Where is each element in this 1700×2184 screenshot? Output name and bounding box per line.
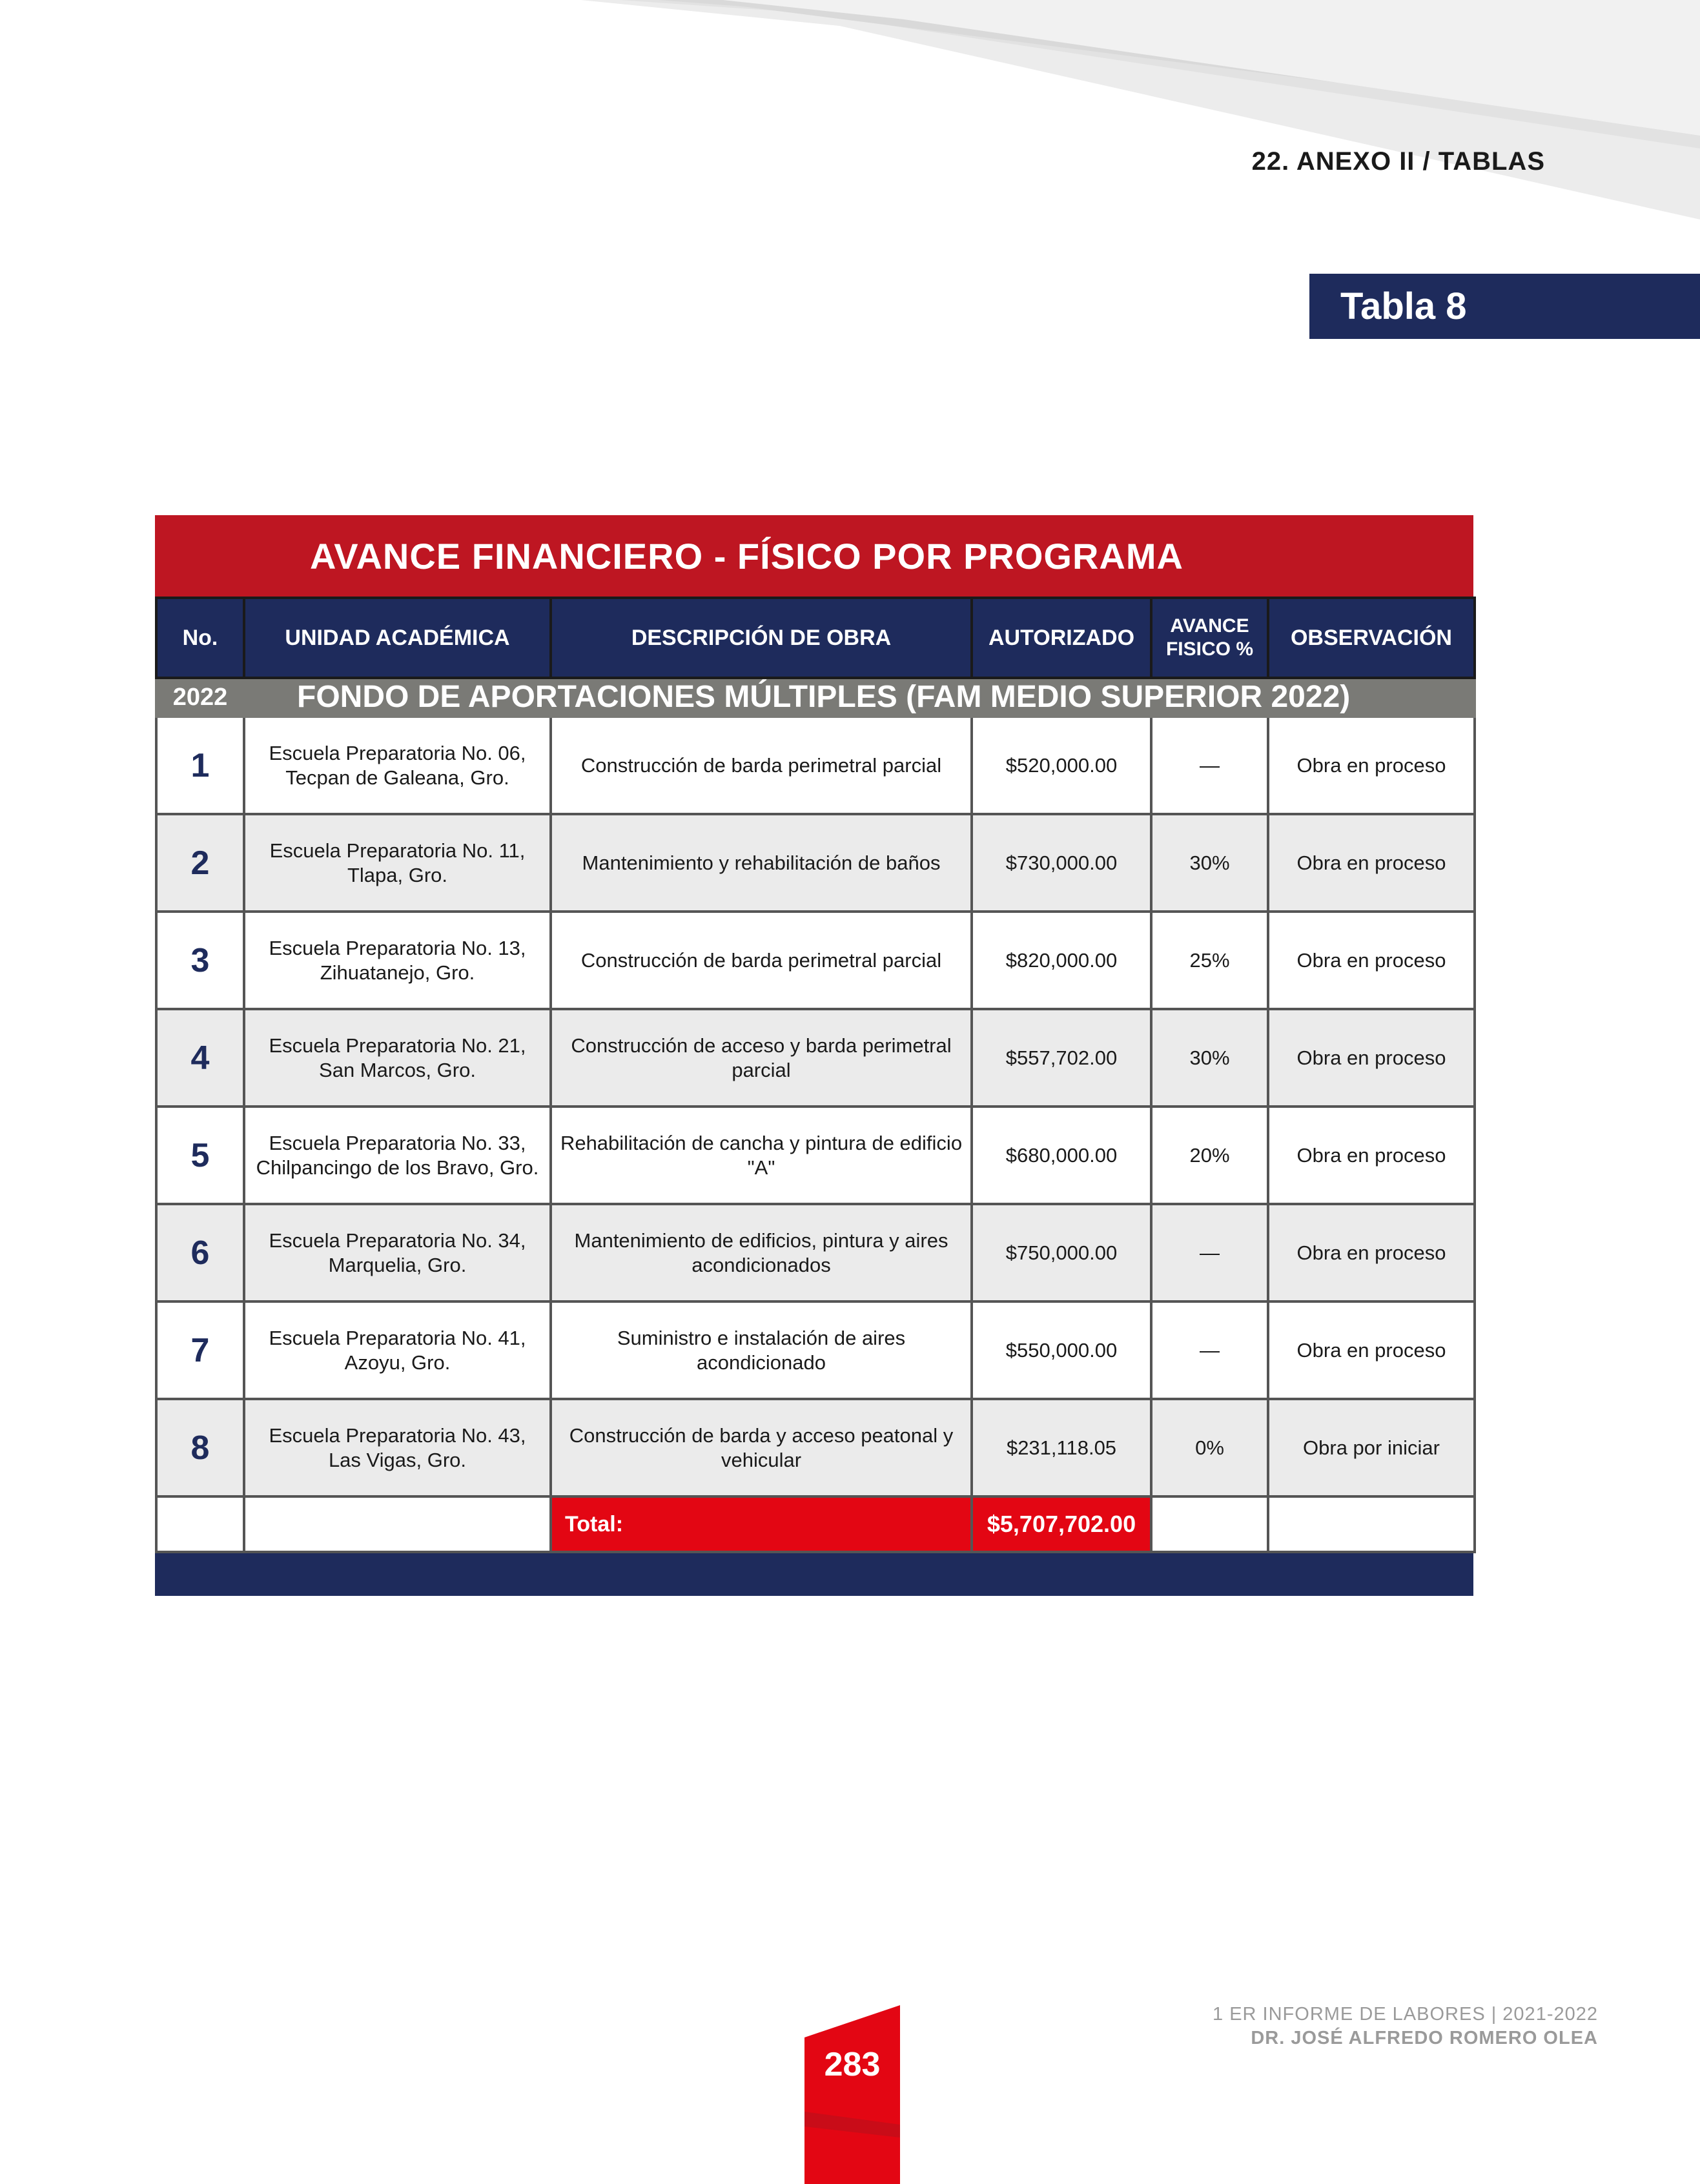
row-unidad: Escuela Preparatoria No. 11, Tlapa, Gro. [244,814,551,912]
row-observacion: Obra en proceso [1268,1107,1475,1204]
row-observacion: Obra por iniciar [1268,1399,1475,1496]
row-descripcion: Rehabilitación de cancha y pintura de edificio "A" [551,1107,972,1204]
table-title: AVANCE FINANCIERO - FÍSICO POR PROGRAMA [310,535,1183,577]
row-number: 3 [156,912,244,1009]
row-unidad: Escuela Preparatoria No. 21, San Marcos, Gro. [244,1009,551,1107]
col-header-avance-line1: AVANCE [1170,615,1249,637]
col-header-avance-line2: FISICO % [1165,638,1253,660]
row-autorizado: $680,000.00 [972,1107,1151,1204]
table-label: Tabla 8 [1340,285,1467,327]
row-number: 8 [156,1399,244,1496]
row-autorizado: $750,000.00 [972,1204,1151,1301]
row-descripcion: Mantenimiento y rehabilitación de baños [551,814,972,912]
row-number: 2 [156,814,244,912]
table-label-badge [1309,274,1700,339]
row-unidad: Escuela Preparatoria No. 43, Las Vigas, Gro. [244,1399,551,1496]
row-unidad: Escuela Preparatoria No. 06, Tecpan de Galeana, Gro. [244,717,551,814]
row-number: 6 [156,1204,244,1301]
row-descripcion: Construcción de barda y acceso peatonal y vehicular [551,1399,972,1496]
col-header-no: No. [156,598,244,678]
row-descripcion: Mantenimiento de edificios, pintura y aires acondicionados [551,1204,972,1301]
table-row [156,814,1475,912]
row-avance: 30% [1151,1009,1268,1107]
row-number: 1 [156,717,244,814]
row-descripcion: Construcción de barda perimetral parcial [551,717,972,814]
table-row [156,1107,1475,1204]
row-autorizado: $231,118.05 [972,1399,1151,1496]
section-heading: 22. ANEXO II / TABLAS [1251,147,1545,176]
row-descripcion: Construcción de acceso y barda perimetral parcial [551,1009,972,1107]
row-avance: 25% [1151,912,1268,1009]
row-unidad: Escuela Preparatoria No. 34, Marquelia, Gro. [244,1204,551,1301]
row-avance: 30% [1151,814,1268,912]
year-cell: 2022 [156,678,244,717]
col-header-autorizado: AUTORIZADO [972,598,1151,678]
table-row [156,1399,1475,1496]
total-empty-cell [1268,1496,1475,1552]
total-value: $5,707,702.00 [972,1496,1151,1552]
row-unidad: Escuela Preparatoria No. 33, Chilpancingo de los Bravo, Gro. [244,1107,551,1204]
row-avance: 20% [1151,1107,1268,1204]
row-number: 4 [156,1009,244,1107]
row-observacion: Obra en proceso [1268,717,1475,814]
row-number: 5 [156,1107,244,1204]
col-header-descripcion: DESCRIPCIÓN DE OBRA [551,598,972,678]
page-number: 283 [824,2046,881,2083]
row-descripcion: Suministro e instalación de aires acondicionado [551,1301,972,1399]
row-autorizado: $520,000.00 [972,717,1151,814]
row-observacion: Obra en proceso [1268,1204,1475,1301]
row-descripcion: Construcción de barda perimetral parcial [551,912,972,1009]
header-swoosh-graphic [0,0,1700,232]
row-observacion: Obra en proceso [1268,1301,1475,1399]
row-avance: — [1151,1301,1268,1399]
footer [1213,2004,1598,2049]
footer-report: 1 ER INFORME DE LABORES | 2021-2022 [1213,2004,1598,2025]
total-empty-cell [1151,1496,1268,1552]
row-unidad: Escuela Preparatoria No. 13, Zihuatanejo, Gro. [244,912,551,1009]
page-number-tab [804,2005,900,2184]
col-header-observacion: OBSERVACIÓN [1268,598,1475,678]
total-empty-cell [156,1496,244,1552]
table-title-bar [155,515,1473,597]
row-number: 7 [156,1301,244,1399]
row-avance: — [1151,717,1268,814]
col-header-avance [1151,598,1268,678]
table-header-row [156,598,1475,678]
row-unidad: Escuela Preparatoria No. 41, Azoyu, Gro. [244,1301,551,1399]
row-autorizado: $557,702.00 [972,1009,1151,1107]
total-label: Total: [551,1496,972,1552]
table-row [156,1009,1475,1107]
row-avance: 0% [1151,1399,1268,1496]
row-avance: — [1151,1204,1268,1301]
total-empty-cell [244,1496,551,1552]
table-bottom-bar [155,1553,1473,1596]
row-autorizado: $820,000.00 [972,912,1151,1009]
row-observacion: Obra en proceso [1268,814,1475,912]
progress-table [155,515,1473,1596]
table-row [156,717,1475,814]
fondo-title: FONDO DE APORTACIONES MÚLTIPLES (FAM MEDIO SUPERIOR 2022) [244,678,1475,717]
row-observacion: Obra en proceso [1268,912,1475,1009]
col-header-unidad: UNIDAD ACADÉMICA [244,598,551,678]
row-autorizado: $730,000.00 [972,814,1151,912]
table-row [156,912,1475,1009]
data-table [155,597,1476,1553]
footer-author: DR. JOSÉ ALFREDO ROMERO OLEA [1251,2028,1598,2048]
table-row [156,1204,1475,1301]
total-row [156,1496,1475,1552]
row-autorizado: $550,000.00 [972,1301,1151,1399]
fondo-row [156,678,1475,717]
table-row [156,1301,1475,1399]
row-observacion: Obra en proceso [1268,1009,1475,1107]
